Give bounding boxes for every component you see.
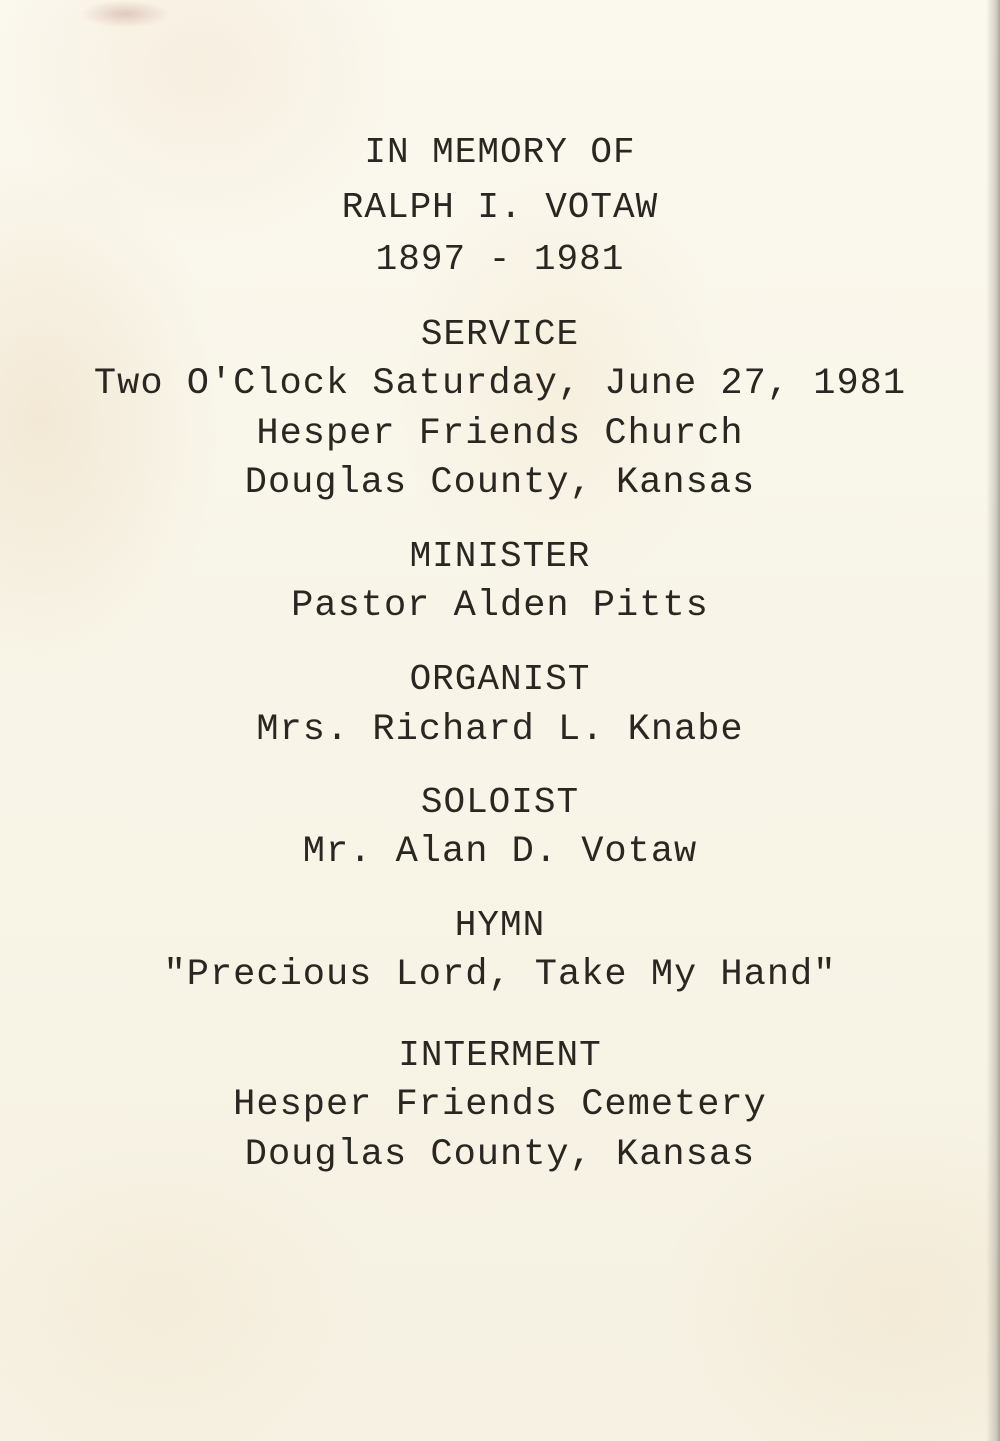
minister-name: Pastor Alden Pitts (291, 585, 709, 627)
paper-stain (80, 0, 170, 28)
deceased-name: RALPH I. VOTAW (341, 187, 659, 228)
hymn-heading: HYMN (454, 905, 546, 946)
minister-heading: MINISTER (409, 536, 591, 577)
service-place: Hesper Friends Church (256, 413, 744, 455)
service-location: Douglas County, Kansas (244, 462, 756, 504)
service-heading: SERVICE (420, 314, 580, 355)
life-years: 1897 - 1981 (375, 239, 625, 280)
interment-place: Hesper Friends Cemetery (233, 1084, 767, 1126)
hymn-title: "Precious Lord, Take My Hand" (163, 954, 837, 996)
interment-heading: INTERMENT (398, 1035, 602, 1076)
memorial-heading: IN MEMORY OF (364, 132, 636, 173)
organist-name: Mrs. Richard L. Knabe (256, 709, 744, 751)
soloist-heading: SOLOIST (420, 782, 580, 823)
service-time: Two O'Clock Saturday, June 27, 1981 (93, 363, 907, 405)
soloist-name: Mr. Alan D. Votaw (302, 831, 698, 873)
interment-location: Douglas County, Kansas (244, 1134, 756, 1176)
organist-heading: ORGANIST (409, 659, 591, 700)
